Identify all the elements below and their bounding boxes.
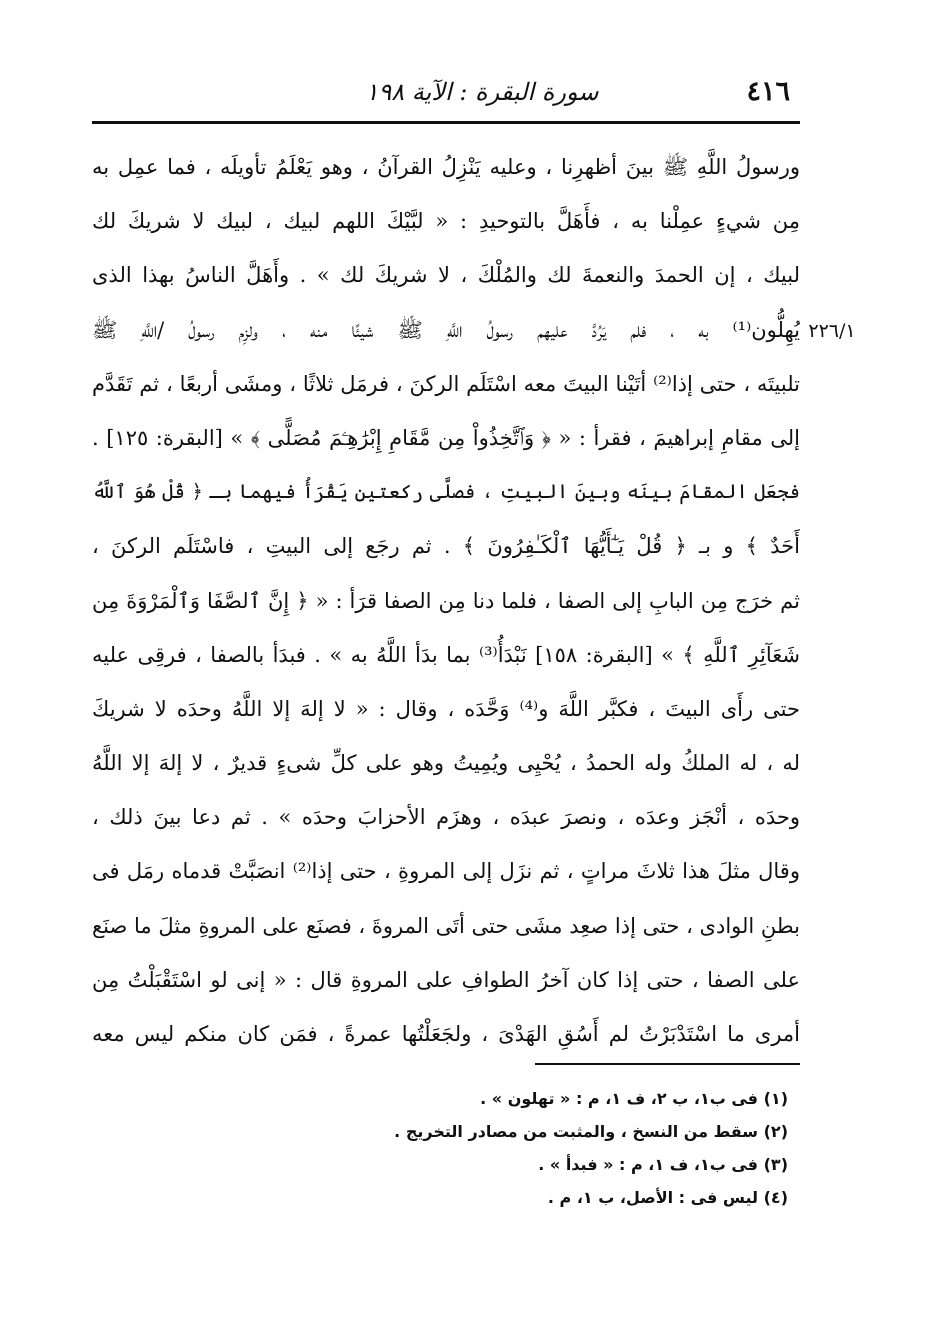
text-line: له ، له الملكُ وله الحمدُ ، يُحْيِى ويُمِيتُ وهو على كلِّ شىءٍ قديرٌ ، لا إلهَ إلا اللَّهُ [92,751,800,776]
text-line: وقال مثلَ هذا ثلاثَ مراتٍ ، ثم نزَل إلى المروةِ ، حتى إذا⁽²⁾ انصَبَّتْ قدماه رمَل فى [92,859,800,884]
footnote: (١) فى ب١، ب ٢، ف ١، م : « تهلون » . [480,1089,788,1108]
text-line: إلى مقامِ إبراهيمَ ، فقرأ : « ﴿ وَٱتَّخِذُواْ مِن مَّقَامِ إِبْرَٰهِـۧمَ مُصَلًّى ﴾ » [البقرة: ١٢٥] . [92,425,800,450]
text-line: أَحَدٌ ﴾ و بـ ﴿ قُلْ يَـٰٓأَيُّهَا ٱلْكَـٰفِرُونَ ﴾ . ثم رجَع إلى البيتِ ، فاسْتَلَم الركنَ ، [92,534,800,559]
footnote: (٣) فى ب١، ف ١، م : « فبدأ » . [538,1155,788,1174]
text-line: تلبيتَه ، حتى إذا⁽²⁾ أتَيْنا البيتَ معه اسْتَلَم الركنَ ، فرمَل ثلاثًا ، ومشَى أربعًا ، ثم تَقَدَّم [92,371,800,396]
header-rule [92,121,800,124]
footnote: (٤) ليس فى : الأصل، ب ١، م . [547,1188,788,1207]
text-line: لبيك ، إن الحمدَ والنعمةَ لك والمُلْكَ ، لا شريكَ لك » . وأَهَلَّ الناسُ بهذا الذى [92,263,800,288]
margin-reference: ٢٢٦/١ [808,320,856,342]
text-line: على الصفا ، حتى إذا كان آخرُ الطوافِ على المروةِ قال : « إنى لو اسْتَقْبَلْتُ مِن [92,967,800,992]
text-line: بطنِ الوادى ، حتى إذا صعِد مشَى حتى أتَى المروةَ ، فصنَع على المروةِ مثلَ ما صنَع [92,913,800,938]
text-line: شَعَآئِرِ ٱللَّهِ ﴾ » [البقرة: ١٥٨] نَبْدَأُ⁽³⁾ بما بدَأ اللَّهُ به » . فبدَأ بالصفا ، فرقِى عليه [92,642,800,667]
text-line: أمرى ما اسْتَدْبَرْتُ لم أَسُقِ الهَدْىَ ، ولجَعَلْتُها عمرةً ، فمَن كان منكم ليس معه [92,1022,800,1046]
text-line: ثم خرَج مِن البابِ إلى الصفا ، فلما دنا مِن الصفا قرَأ : « ﴿ إِنَّ ٱلصَّفَا وَٱلْمَرْوَةَ مِن [92,588,800,613]
text-line: حتى رأَى البيتَ ، فكبَّر اللَّهَ و⁽⁴⁾ وَحَّدَه ، وقال : « لا إلهَ إلا اللَّهُ وحدَه لا شريكَ [92,696,800,721]
body-text [92,140,800,1061]
footnote: (٢) سقط من النسخ ، والمثبت من مصادر التخريج . [394,1122,788,1141]
text-line: وحدَه ، أنْجَز وعدَه ، ونصرَ عبدَه ، وهزَم الأحزابَ وحدَه » . ثم دعا بينَ ذلك ، [92,805,800,830]
footnote-rule [535,1063,800,1065]
footnotes [360,1082,788,1214]
page-number: ٤١٦ [746,76,790,107]
text-line: فجعَل المقامَ بينَه وبينَ البيتِ ، فصلَّى ركعتين يَقْرَأُ فيهما بـ ﴿ قُلْ هُوَ ٱللَّهُ [92,480,800,504]
running-head: سورة البقرة : الآية ١٩٨ [365,78,599,106]
page-header [92,70,798,120]
text-line: مِن شيءٍ عمِلْنا به ، فأَهَلَّ بالتوحيدِ : « لبَّيْكَ اللهم لبيك ، لبيك لا شريكَ لك [92,209,800,234]
text-line: يُهِلُّون⁽¹⁾ به ، فلم يَرُدَّ عليهم رسولُ اللَّهِ ﷺ شيئًا منه ، ولزِم رسولُ /اللَّهِ ﷺ [92,317,800,342]
text-line: ورسولُ اللَّهِ ﷺ بينَ أظهرِنا ، وعليه يَنْزِلُ القرآنُ ، وهو يَعْلَمُ تأويلَه ، فما عمِل به [92,155,800,179]
